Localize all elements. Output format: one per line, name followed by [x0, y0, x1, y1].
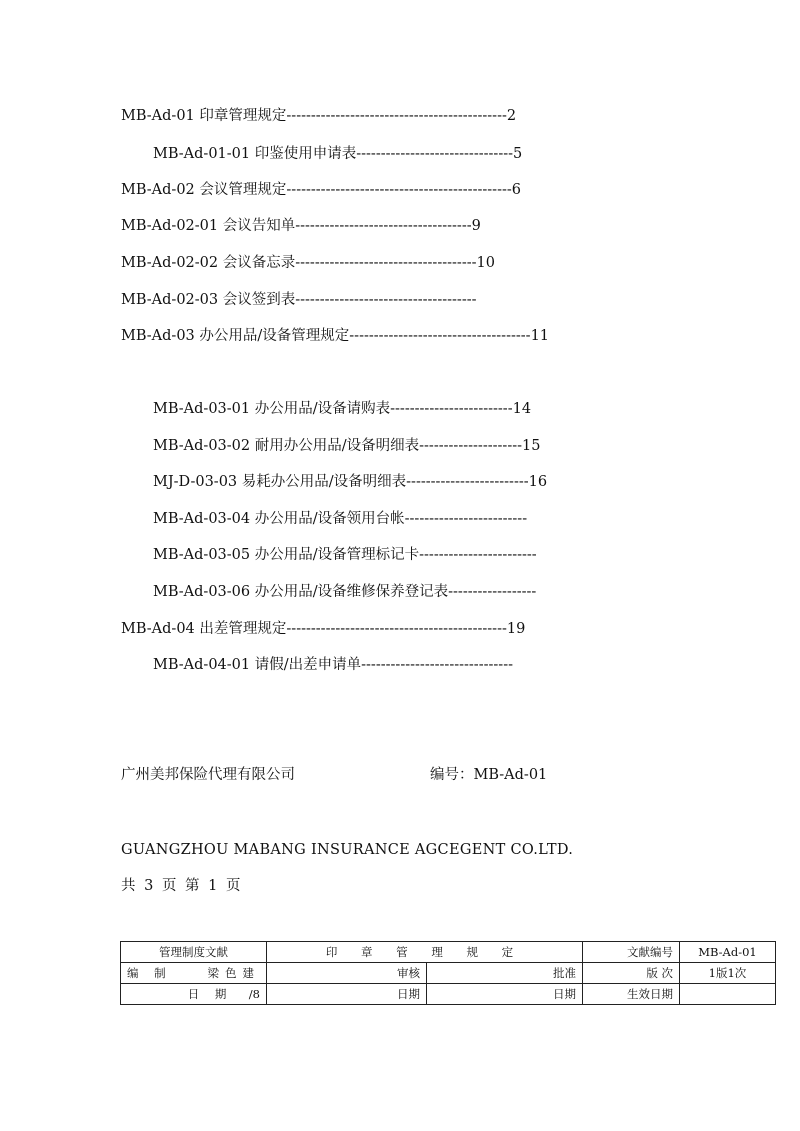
toc-leader: --------------------------------: [356, 146, 514, 162]
toc-title: 易耗办公用品/设备明细表: [241, 474, 407, 490]
toc-entry: [121, 106, 516, 126]
toc-code: MB-Ad-04: [121, 621, 195, 637]
toc-title: 办公用品/设备领用台帐: [254, 511, 405, 527]
prepare-label: 编 制: [127, 966, 172, 980]
toc-leader: ---------------------------------------------: [286, 621, 507, 637]
toc-code: MB-Ad-02: [121, 182, 195, 198]
toc-entry: [153, 582, 536, 602]
toc-leader: ---------------------: [419, 438, 523, 454]
toc-page: 5: [513, 146, 523, 162]
toc-page: 14: [512, 401, 532, 417]
toc-code: MB-Ad-04-01: [153, 657, 251, 673]
toc-entry: [121, 253, 495, 273]
toc-code: MJ-D-03-03: [153, 474, 238, 490]
toc-entry: [121, 326, 549, 346]
toc-code: MB-Ad-01: [121, 108, 195, 124]
company-name-cn: 广州美邦保险代理有限公司: [121, 767, 295, 783]
toc-entry: [121, 619, 525, 639]
toc-code: MB-Ad-03: [121, 328, 195, 344]
toc-title: 会议管理规定: [199, 182, 287, 198]
date3-label-cell: 日期: [427, 984, 583, 1005]
toc-page: 6: [511, 182, 521, 198]
toc-entry: [153, 472, 547, 492]
toc-code: MB-Ad-03-06: [153, 584, 251, 600]
toc-entry: [153, 509, 527, 529]
toc-page: 15: [522, 438, 541, 454]
date2-label-cell: 日期: [267, 984, 427, 1005]
docno-value-cell: MB-Ad-01: [680, 942, 776, 963]
preparer-cell: [121, 963, 267, 984]
table-row: [121, 963, 776, 984]
toc-code: MB-Ad-03-02: [153, 438, 251, 454]
category-cell: 管理制度文献: [121, 942, 267, 963]
review-label-cell: 审核: [267, 963, 427, 984]
toc-leader: ------------------------: [419, 547, 537, 563]
table-row: [121, 942, 776, 963]
toc-leader: -------------------------: [404, 511, 528, 527]
toc-code: MB-Ad-02-03: [121, 292, 219, 308]
toc-leader: ---------------------------------------------: [286, 108, 507, 124]
toc-leader: -------------------------------------: [349, 328, 531, 344]
toc-code: MB-Ad-01-01: [153, 146, 251, 162]
toc-entry: [153, 655, 513, 675]
document-control-table: [120, 941, 776, 1005]
toc-title: 办公用品/设备请购表: [254, 401, 391, 417]
date1-value: /8: [248, 987, 260, 1001]
toc-title: 印鉴使用申请表: [254, 146, 357, 162]
effective-date-label-cell: 生效日期: [583, 984, 680, 1005]
toc-leader: -------------------------------: [361, 657, 514, 673]
toc-page: 10: [476, 255, 495, 271]
date1-label: 日 期: [187, 987, 233, 1001]
toc-page: 19: [506, 621, 526, 637]
date1-cell: [121, 984, 267, 1005]
toc-leader: -------------------------------------: [295, 292, 477, 308]
company-name-en: GUANGZHOU MABANG INSURANCE AGCEGENT CO.LTD.: [121, 842, 574, 858]
toc-leader: ----------------------------------------------: [286, 182, 512, 198]
toc-code: MB-Ad-02-02: [121, 255, 219, 271]
toc-entry: [153, 144, 522, 164]
toc-entry: [121, 216, 481, 236]
toc-code: MB-Ad-03-05: [153, 547, 251, 563]
toc-title: 办公用品/设备管理标记卡: [254, 547, 420, 563]
table-row: [121, 984, 776, 1005]
docno-label-cell: 文献编号: [583, 942, 680, 963]
toc-code: MB-Ad-02-01: [121, 218, 219, 234]
page-info: 共 3 页 第 1 页: [121, 878, 241, 894]
toc-title: 印章管理规定: [199, 108, 287, 124]
toc-entry: [153, 545, 537, 565]
toc-title: 会议备忘录: [222, 255, 296, 271]
toc-entry: [153, 436, 540, 456]
document-number: 编号：MB-Ad-01: [430, 767, 548, 783]
toc-title: 出差管理规定: [199, 621, 287, 637]
toc-title: 会议签到表: [222, 292, 296, 308]
toc-title: 办公用品/设备维修保养登记表: [254, 584, 449, 600]
toc-code: MB-Ad-03-01: [153, 401, 251, 417]
approve-label-cell: 批准: [427, 963, 583, 984]
toc-title: 耐用办公用品/设备明细表: [254, 438, 420, 454]
toc-leader: -------------------------: [406, 474, 529, 490]
version-label-cell: 版 次: [583, 963, 680, 984]
toc-leader: ------------------: [448, 584, 537, 600]
preparer-name: 梁色建: [207, 966, 260, 980]
toc-title: 会议告知单: [222, 218, 296, 234]
toc-page: 2: [506, 108, 517, 124]
toc-entry: [121, 180, 521, 200]
toc-entry: [121, 290, 477, 310]
toc-leader: -------------------------------------: [295, 255, 477, 271]
toc-page: 9: [471, 218, 481, 234]
toc-page: 16: [528, 474, 548, 490]
toc-code: MB-Ad-03-04: [153, 511, 251, 527]
toc-title: 请假/出差申请单: [254, 657, 362, 673]
document-title-cell: 印 章 管 理 规 定: [267, 942, 583, 963]
toc-page: 11: [530, 328, 550, 344]
effective-date-value-cell: [680, 984, 776, 1005]
toc-title: 办公用品/设备管理规定: [199, 328, 350, 344]
version-value-cell: 1版1次: [680, 963, 776, 984]
toc-leader: -------------------------: [390, 401, 513, 417]
toc-leader: ------------------------------------: [295, 218, 472, 234]
toc-entry: [153, 399, 531, 419]
